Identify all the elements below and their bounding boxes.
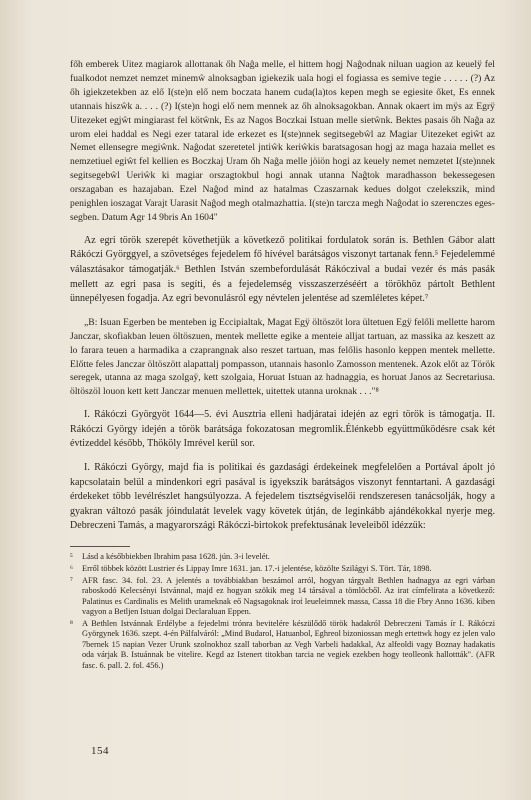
footnote-text: Erről többek között Lustrier és Lippay Imre 1631. jan. 17.-i jelentése, közölte Szilágyi S. Tört. Tár, 1898. <box>82 563 432 573</box>
footnote <box>70 619 495 671</box>
footnote-marker: ⁸ <box>70 618 73 628</box>
footnote <box>70 564 495 574</box>
footnote <box>70 576 495 618</box>
report-quote: „B: Isuan Egerben be menteben ig Eccipialtak, Magat Egÿ öltöszöt lora ültetuen Egÿ felőli mellette harom Janczar, skofiakban leuen öltöszuen, mentek mellette egike a menteie alljat tartuan, az massika az keszett az lo farara teuen a harmadika a czaprangnak also reszet tartuan, mas felőlis hasonlo keppen mentek mellette. Előtte feles Janczar öltöszött alapattalj pompasson, utannais hasonlo Zamosson mentenek. Azok előt az Török seregek, utanna az maga szolgaÿ, kett szolgaia, Horuat Istuan az hadnaggia, es horuat Janos az Secretariusa. öltöszöl louon kett kett Janczar menuen mellettek, uitettek utanna uroknak . . ."⁸ <box>70 316 495 398</box>
footnote-divider <box>70 546 130 547</box>
body-paragraph: Az egri török szerepét követhetjük a következő politikai fordulatok során is. Bethlen Gábor alatt Rákóczi Györggyel, a szövetséges fejedelem fő hívével barátságos viszonyt tartanak fenn.⁵ Fejedelemmé választásakor támogatják.⁶ Bethlen István szembefordulását Rákóczival a budai vezér és más pasák mellett az egri pasa is segíti, és a fejedelemség visszaszerzéséért a törökhöz pártolt Bethlent ünnepélyesen fogadja. Az egri bevonulásról egy névtelen jelentése ad szemléletes képet.⁷ <box>70 234 495 305</box>
footnote-marker: ⁷ <box>70 575 73 585</box>
main-text <box>70 58 495 534</box>
footnotes <box>70 552 495 671</box>
footnote-text: AFR fasc. 34. fol. 23. A jelentés a továbbiakban beszámol arról, hogyan tárgyalt Bethlen hadnagya az egri várban raboskodó Kelecsényi Istvánnal, majd ez hogyan szökik meg 14 társával a tömlöcből. Az irat címfelirata a következő: Palatinus es Cardinalis es Melith urameknak eő Nagsagoknak iroṫ leueleimnek massa, Cassa 18 die Fbry Anno 1636. kiben vagyon a Betljen Istuan dolgai Declaraluan Eppen. <box>82 575 495 617</box>
footnote-marker: ⁵ <box>70 552 73 562</box>
footnote-text: Lásd a későbbiekben Ibrahim pasa 1628. jún. 3-i levelét. <box>82 552 270 562</box>
footnote-marker: ⁶ <box>70 563 73 573</box>
letter-continuation: főh emberek Uitez magiarok allottanak őh Naĝa melle, el hittem hogj Naĝodnak niluan uagion az keuelÿ fel fualkodot nemzet nemzet minemŵ alnoksagban igiekezik uala hogi el fogiassa es semive tegie . . . . . (?) Az őh igiekzetekben az elő I(ste)n elő nem boczata hanem cuda(la)tos kepen megh se egiesite őket, Es ennek utannais hiszŵk a. . . . (?) I(ste)n hogi elő nem mennek az őh alnoksagokban. Annak okaert im mÿs az Egrÿ Uitezeket egjŵt mingiarast fel kötŵnk, Es az Nagos Boczkai Istuan melle sietŵnk. Bektes pasais őh Naĝa az urom elei haddal es Negi ezer tataral ide erkezet es I(ste)nnek segitsegebŵl az Magiar Uitezeket egiŵt az Nemet ellensegre megiŵnk. Naĝodat szeretetel jntiŵk keriŵkis baratsagosan hogj az maga hazaia mellet es nemzetiuel egiŵt fel kellien es Boczkaj Uram őh Naĝa melle jöiön hogi az keuely nemet nemzetet I(ste)nnek segitsegebŵl Ueriŵk ki magiar orszagtokbul hogi annak utanna Naĝtok maradhasson bekessegesen orszagaban es hazajaban. Ezel Naĝod mind az hatalmas Czaszarnak kedues dolgot czelekszik, mind penighlen ioszagat Varajt Uarasit Naĝod megh otalmazhattia. I(ste)n tarcza megh Naĝodat io szerenczes egessegben. Datum Agr 14 9bris An 1604" <box>70 59 495 223</box>
body-paragraph: I. Rákóczi Györgyöt 1644—5. évi Ausztria elleni hadjáratai idején az egri török is támogatja. II. Rákóczi György idején a török barátsága fokozatosan megromlik.Élénkebb együttműködésre csak két évtizeddel később, Thököly Imrével kerül sor. <box>70 409 495 450</box>
footnote-text: A Bethlen Istvánnak Erdélybe a fejedelmi trónra bevitelére készülődő török hadakról Debreczeni Tamás ír I. Rákóczi Györgynek 1636. szept. 4-én Pálfalváról: „Mind Budarol, Hatuanbol, Eghreol bizoniossan megh ertettwk hogy ez jelen valo 7bernek 15 napian Vezer Urunk szolnokhoz szall taborban az Vegh Varbeli hadakkal, Az alfeoldi vagy Boznay hadakatis oda várjak B. Istuánnak be vitelire. Kegd az Istenert titokban tarcia ne vegiek ezekben hogy teolleonk hallottták". (AFR fasc. 6. pall. 2. fol. 456.) <box>82 618 495 670</box>
page-number: 154 <box>91 745 109 757</box>
footnote <box>70 552 495 562</box>
body-paragraph: I. Rákóczi György, majd fia is politikai és gazdasági érdekeinek megfelelően a Portával ápolt jó kapcsolatain belül a mindenkori egri pasával is igyekszik barátságos viszonyt fenntartani. A gazdasági érdekeket több levélrészlet hangsúlyozza. A fejedelem tisztségviselői rendszeresen tanácsolják, hogy a gyakran változó pasák jóindulatát levelek vagy követek útján, de leginkább ajándékokkal nyerje meg. Debreczeni Tamás, a magyarországi Rákóczi-birtokok prefektusának leveleiből idézzük: <box>70 462 495 532</box>
